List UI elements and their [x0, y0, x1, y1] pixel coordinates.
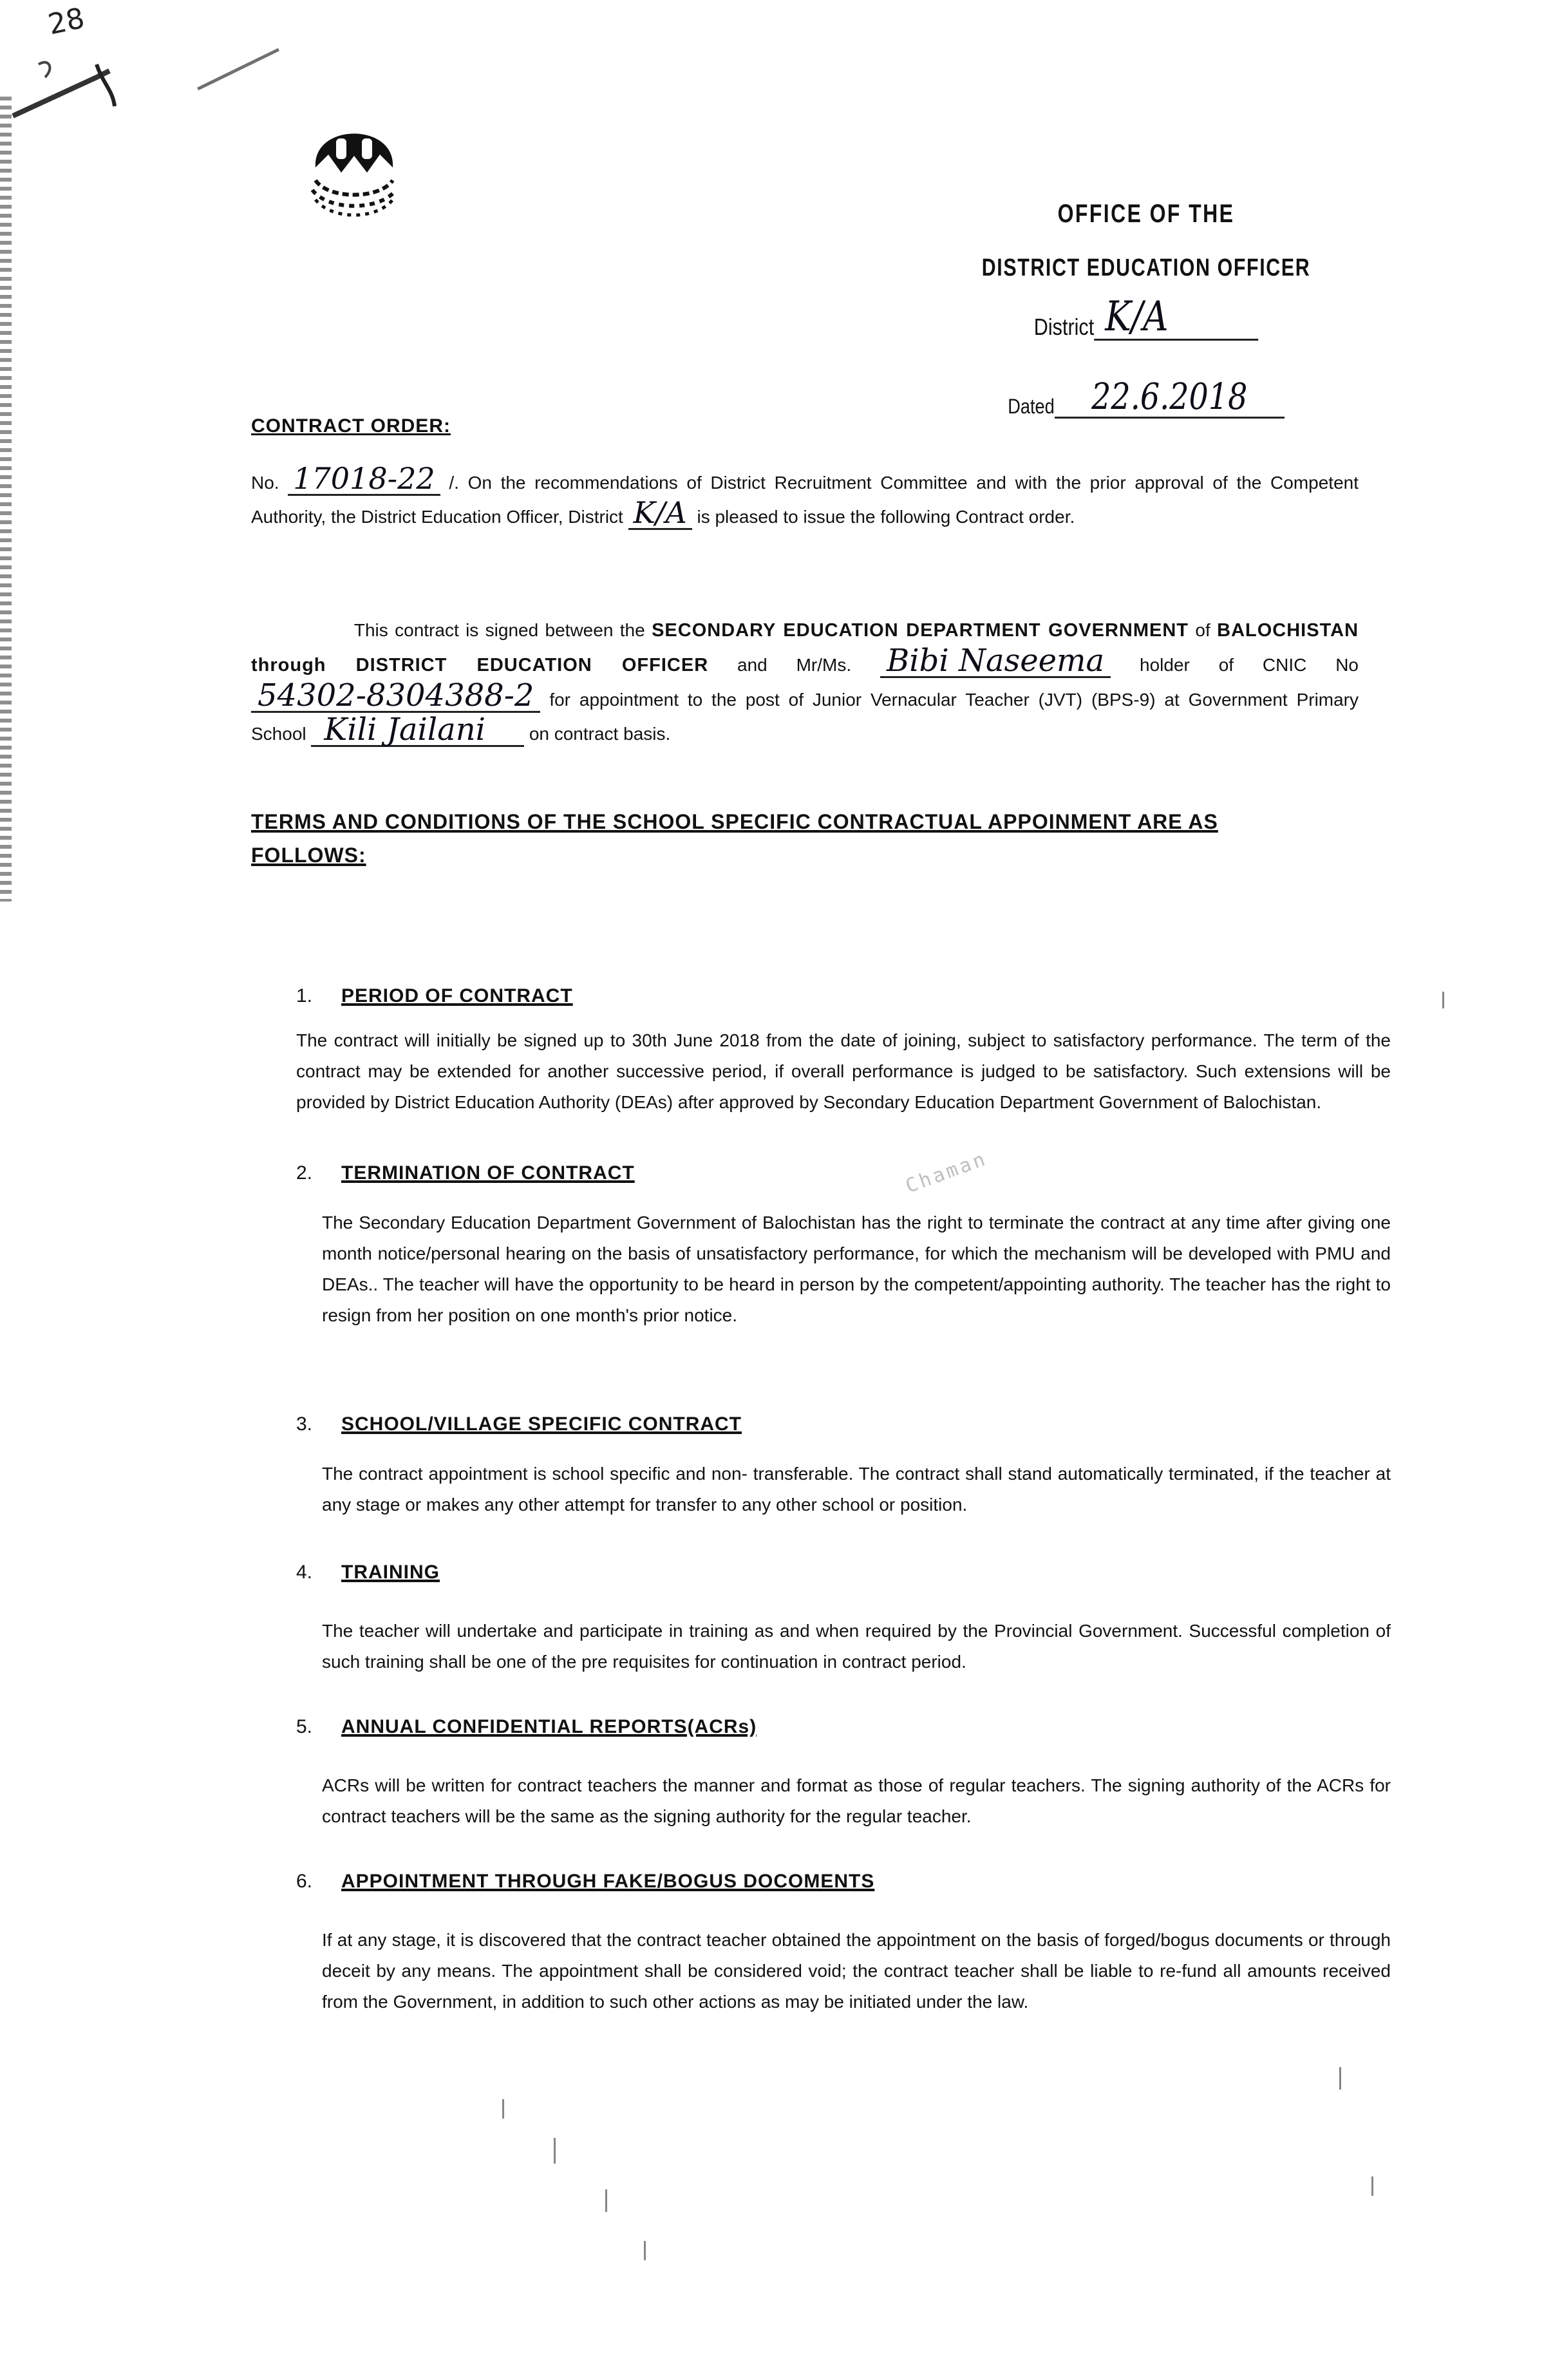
order-no-handwritten: 17018-22	[288, 464, 440, 496]
district-handwritten-value: K/A	[1094, 296, 1258, 341]
dated-label: Dated	[1008, 395, 1055, 418]
parties-text5: for appointment to the post of Junior Vernacular Teacher (JVT) (BPS-9) at Government Primary School	[251, 690, 1359, 744]
province-through-deo: BALOCHISTAN through DISTRICT EDUCATION OFFICER	[251, 620, 1359, 675]
order-district-handwritten: K/A	[628, 498, 692, 530]
section-title: ANNUAL CONFIDENTIAL REPORTS(ACRs)	[341, 1716, 757, 1737]
section-title: SCHOOL/VILLAGE SPECIFIC CONTRACT	[341, 1413, 742, 1435]
parties-text4: holder of CNIC No	[1140, 655, 1359, 675]
parties-text2: of	[1195, 620, 1210, 640]
order-text-part1: /. On the recommendations of District Recruitment Committee and with the prior approval of the Competent Authority, the District Education Officer, District	[251, 473, 1359, 527]
office-title-line2: DISTRICT EDUCATION OFFICER	[981, 254, 1311, 281]
section-body: The Secondary Education Department Government of Balochistan has the right to terminate the contract at any time after giving one month notice/personal hearing on the basis of unsatisfactory performance, for which the mechanism will be developed with PMU and DEAs.. The teacher will have the opportunity to be heard in person by the competent/appointing authority. The teacher has the right to resign from her position on one month's prior notice.	[322, 1213, 1391, 1325]
scribble-mark	[197, 48, 279, 91]
scan-speck	[1442, 992, 1444, 1008]
scan-edge-artifact	[0, 97, 12, 902]
district-label: District	[1033, 314, 1095, 340]
handwritten-initials-mark	[0, 39, 142, 129]
contract-order-title: CONTRACT ORDER:	[251, 415, 451, 437]
district-field	[938, 293, 1354, 341]
section-title: PERIOD OF CONTRACT	[341, 985, 573, 1006]
dated-handwritten-value: 22.6.2018	[1055, 379, 1285, 419]
section-number: 6.	[296, 1871, 313, 1892]
parties-text6: on contract basis.	[529, 724, 671, 744]
scan-speck	[605, 2189, 607, 2212]
scan-speck	[502, 2099, 504, 2119]
terms-and-conditions-title: TERMS AND CONDITIONS OF THE SCHOOL SPECIFIC CONTRACTUAL APPOINMENT ARE AS FOLLOWS:	[251, 810, 1218, 867]
section-body: The contract appointment is school specific and non- transferable. The contract shall stand automatically terminated, if the teacher at any stage or makes any other attempt for transfer to any other school or position.	[322, 1464, 1391, 1515]
section-termination-of-contract	[296, 1162, 1391, 1331]
section-training	[296, 1562, 1391, 1677]
contract-parties-paragraph	[251, 615, 1359, 749]
section-body: If at any stage, it is discovered that the contract teacher obtained the appointment on the basis of forged/bogus documents or through deceit by any means. The appointment shall be considered void; the contract teacher shall be liable to re-fund all amounts received from the Government, in addition to such other actions as may be initiated under the law.	[322, 1930, 1391, 2012]
order-no-label: No.	[251, 473, 279, 493]
section-number: 2.	[296, 1162, 313, 1184]
dated-field	[938, 376, 1354, 419]
section-annual-confidential-reports	[296, 1716, 1391, 1832]
section-number: 1.	[296, 985, 313, 1006]
faded-stamp: Chaman	[902, 1147, 991, 1198]
order-text-part2: is pleased to issue the following Contract order.	[697, 507, 1075, 527]
section-title: APPOINTMENT THROUGH FAKE/BOGUS DOCOMENTS	[341, 1871, 875, 1892]
scan-speck	[554, 2138, 556, 2164]
section-appointment-fake-documents	[296, 1871, 1391, 2017]
contract-order-paragraph	[251, 461, 1359, 532]
letterhead-block	[901, 200, 1391, 419]
section-school-village-specific-contract	[296, 1413, 1391, 1520]
parties-text3: and Mr/Ms.	[737, 655, 852, 675]
section-number: 3.	[296, 1413, 313, 1435]
scan-speck	[1371, 2177, 1373, 2196]
section-body: The contract will initially be signed up to 30th June 2018 from the date of joining, subject to satisfactory performance. The term of the contract may be extended for another successive period, if overall performance is judged to be satisfactory. Such extensions will be provided by District Education Authority (DEAs) after approved by Secondary Education Department Government of Balochistan.	[296, 1030, 1391, 1112]
section-body: The teacher will undertake and participate in training as and when required by the Provincial Government. Successful completion of such training shall be one of the pre requisites for continuation in contract period.	[322, 1621, 1391, 1672]
government-emblem-logo	[303, 97, 406, 225]
section-number: 4.	[296, 1562, 313, 1583]
office-title-line1: OFFICE OF THE	[1057, 200, 1235, 228]
department-name: SECONDARY EDUCATION DEPARTMENT GOVERNMENT	[652, 620, 1189, 641]
scan-speck	[644, 2241, 646, 2260]
cnic-handwritten: 54302-8304388-2	[251, 681, 540, 713]
section-title: TRAINING	[341, 1562, 440, 1583]
teacher-name-handwritten: Bibi Naseema	[880, 646, 1111, 678]
scan-speck	[1339, 2067, 1341, 2090]
section-title: TERMINATION OF CONTRACT	[341, 1162, 635, 1184]
section-body: ACRs will be written for contract teachers the manner and format as those of regular teachers. The signing authority of the ACRs for contract teachers will be the same as the signing authority for the regular teacher.	[322, 1775, 1391, 1826]
section-period-of-contract	[296, 985, 1391, 1118]
school-name-handwritten: Kili Jailani	[311, 715, 524, 747]
section-number: 5.	[296, 1716, 313, 1737]
parties-text1: This contract is signed between the	[353, 620, 645, 640]
handwritten-page-number: 28	[45, 1, 88, 42]
